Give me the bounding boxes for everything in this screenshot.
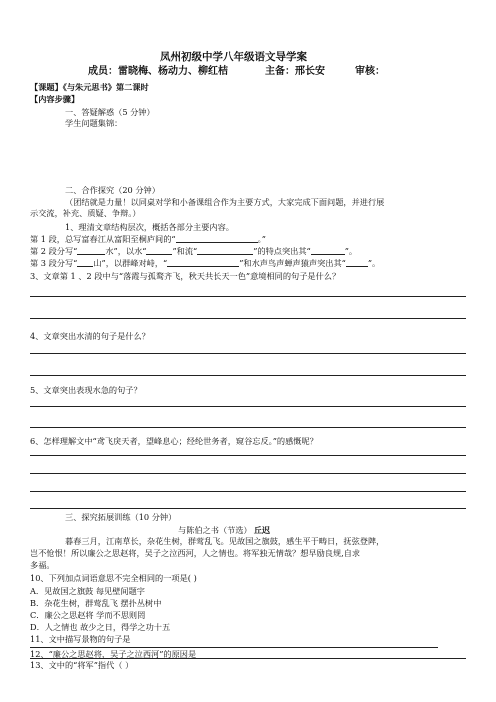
section-1-title: 一、答疑解惑（5 分钟） bbox=[65, 107, 155, 117]
answer-blank[interactable] bbox=[146, 246, 172, 255]
question-5: 5、文章突出表现水急的句子？ bbox=[30, 384, 142, 395]
editor-line: 主备：邢长安 bbox=[265, 65, 325, 77]
question-12: 12、“廉公之思赵将，吴子之泣西河”的原因是 bbox=[30, 648, 197, 659]
option-a: A．见故国之旗鼓 每见壁间题字 bbox=[30, 585, 145, 596]
passage-author: 丘迟 bbox=[253, 524, 271, 535]
answer-line[interactable] bbox=[30, 296, 466, 297]
option-d: D．人之情也 故少之日，得学之功十五 bbox=[30, 622, 171, 633]
answer-line[interactable] bbox=[30, 491, 466, 492]
answer-line[interactable] bbox=[30, 427, 466, 428]
answer-line[interactable] bbox=[30, 375, 466, 376]
answer-line[interactable] bbox=[30, 353, 466, 354]
paragraph-3-fill: 第 3 段分写“ 山”，以群峰对峙，“ ”和水声鸟声蝉声猿声突出其“ ”。 bbox=[30, 258, 381, 269]
question-6: 6、怎样理解文中“鸢飞戾天者，望峰息心；经纶世务者，窥谷忘反。”的感慨呢？ bbox=[30, 435, 318, 446]
passage-line-2: 岂不怆恨！所以廉公之思赵将，吴子之泣西河，人之情也。将军独无情哉？想早励良规,自求 bbox=[30, 548, 361, 559]
paragraph-2-fill: 第 2 段分写“ 水”，以水“ ”和流“ ”的特点突出其“ ”。 bbox=[30, 245, 358, 256]
answer-line[interactable] bbox=[30, 508, 466, 509]
answer-line[interactable] bbox=[30, 647, 438, 648]
members-line: 成员：雷晓梅、杨动力、柳红桔 bbox=[88, 65, 228, 77]
question-4: 4、文章突出水清的句子是什么？ bbox=[30, 331, 150, 342]
page-title: 凤州初级中学八年级语文导学案 bbox=[160, 50, 307, 63]
answer-blank[interactable] bbox=[346, 258, 368, 267]
section-2-intro-line-2: 示交流，补充、质疑、争辩。） bbox=[30, 208, 141, 219]
question-11: 11、文中描写景物的句子是 bbox=[30, 634, 131, 645]
paragraph-1-fill: 第 1 段，总写富春江从富阳至桐庐间的“ 。” bbox=[30, 233, 266, 244]
answer-line[interactable] bbox=[30, 406, 466, 407]
section-2-title: 二、合作探究（20 分钟） bbox=[65, 184, 160, 195]
answer-blank[interactable] bbox=[311, 246, 345, 255]
steps-heading: 【内容步骤】 bbox=[30, 93, 80, 104]
passage-line-3: 多福。 bbox=[30, 560, 55, 571]
question-13: 13、文中的“将军”指代（ ） bbox=[30, 659, 134, 670]
question-1: 1、理清文章结构层次，概括各部分主要内容。 bbox=[65, 221, 234, 232]
passage-title: 与陈伯之书（节选） 丘迟 bbox=[178, 524, 271, 535]
topic-heading: 【课题】《与朱元思书》第二课时 bbox=[30, 81, 149, 92]
question-10: 10、下列加点词语意思不完全相同的一项是( ) bbox=[30, 573, 197, 584]
answer-blank[interactable] bbox=[77, 246, 105, 255]
answer-line[interactable] bbox=[30, 455, 466, 456]
question-collection-label: 学生问题集锦： bbox=[65, 118, 123, 129]
answer-blank[interactable] bbox=[77, 258, 93, 267]
answer-blank[interactable] bbox=[167, 258, 239, 267]
answer-line[interactable] bbox=[30, 473, 466, 474]
answer-blank[interactable] bbox=[176, 234, 258, 243]
option-b: B．杂花生树，群莺乱飞 摆扑丛树中 bbox=[30, 597, 162, 608]
section-2-intro-line-1: （团结就是力量！以同桌对学和小备课组合作为主要方式，大家完成下面问题，并进行展 bbox=[65, 197, 385, 208]
option-c: C．廉公之思赵将 学而不思则罔 bbox=[30, 610, 146, 620]
passage-line-1: 暮春三月，江南草长，杂花生树，群莺乱飞。见故国之旗鼓，感生平于畴日，抚弦登陴， bbox=[65, 535, 385, 546]
section-3-title: 三、探究拓展训练（10 分钟） bbox=[65, 512, 177, 523]
answer-line[interactable] bbox=[30, 658, 466, 659]
answer-line[interactable] bbox=[30, 318, 466, 319]
question-3: 3、文章第 1 、2 段中与“落霞与孤鹜齐飞，秋天共长天一色”意境相同的句子是什么？ bbox=[30, 271, 341, 282]
answer-blank[interactable] bbox=[197, 246, 253, 255]
reviewer-line: 审核： bbox=[355, 65, 385, 77]
